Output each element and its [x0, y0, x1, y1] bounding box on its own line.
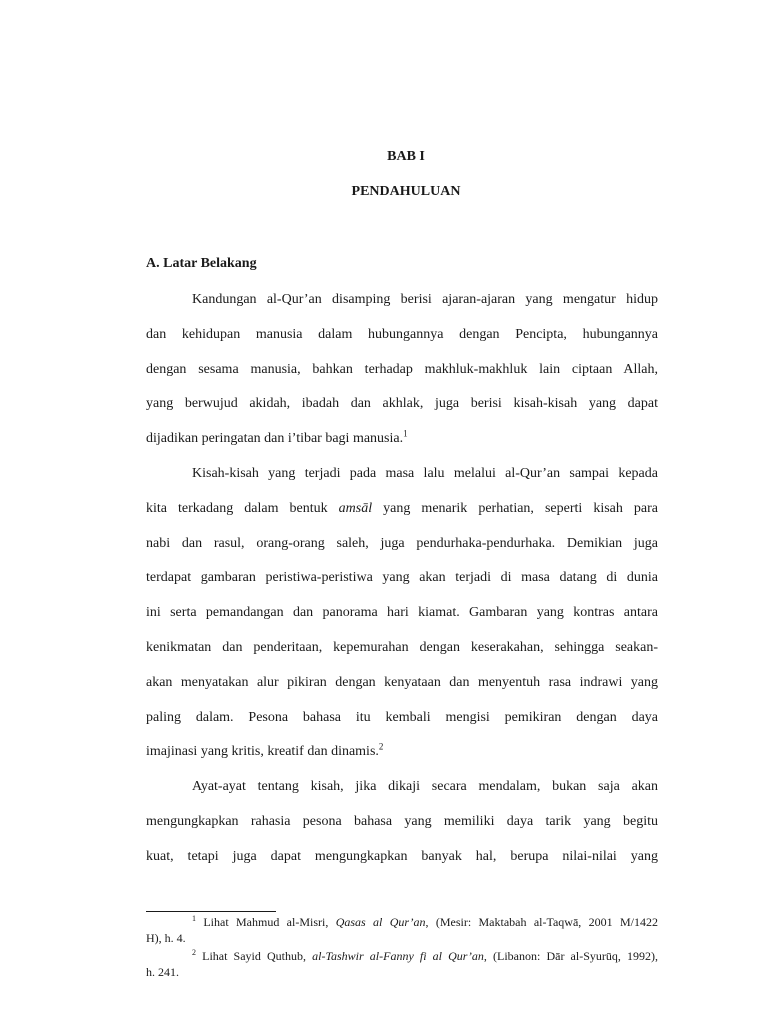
- footnote-2: [146, 948, 658, 980]
- footnote-ref-1[interactable]: 1: [403, 428, 408, 439]
- footnote-number: 2: [192, 948, 196, 957]
- paragraph-line: akan menyatakan alur pikiran dengan kenyataan dan menyentuh rasa indrawi yang: [146, 674, 658, 690]
- footnotes: [146, 914, 658, 982]
- paragraph-3: [146, 770, 658, 874]
- italic-term: amsāl: [338, 500, 373, 516]
- paragraph-line: dengan sesama manusia, bahkan terhadap makhluk-makhluk lain ciptaan Allah,: [146, 361, 658, 377]
- footnote-separator: [146, 911, 276, 912]
- section-heading: A. Latar Belakang: [146, 256, 257, 271]
- body-text: [146, 283, 658, 875]
- footnote-text: , (Libanon: Dār al-Syurūq, 1992),: [483, 949, 658, 963]
- footnote-text: , (Mesir: Maktabah al-Taqwā, 2001 M/1422: [425, 915, 658, 929]
- paragraph-line: Kandungan al-Qur’an disamping berisi ajaran-ajaran yang mengatur hidup: [192, 292, 658, 307]
- paragraph-line-text: yang menarik perhatian, seperti kisah para: [372, 500, 659, 516]
- footnote-number: 1: [192, 914, 196, 923]
- paragraph-2: [146, 457, 658, 770]
- paragraph-line: yang berwujud akidah, ibadah dan akhlak, juga berisi kisah-kisah yang dapat: [146, 396, 658, 412]
- paragraph-line: dan kehidupan manusia dalam hubungannya dengan Pencipta, hubungannya: [146, 326, 658, 342]
- paragraph-line: paling dalam. Pesona bahasa itu kembali mengisi pemikiran dengan daya: [146, 709, 658, 725]
- paragraph-line: [146, 422, 658, 457]
- paragraph-line: kenikmatan dan penderitaan, kepemurahan dengan keserakahan, sehingga seakan-: [146, 639, 658, 655]
- paragraph-line: ini serta pemandangan dan panorama hari kiamat. Gambaran yang kontras antara: [146, 605, 658, 621]
- footnote-1: [146, 914, 658, 946]
- footnote-text: Lihat Mahmud al-Misri,: [196, 915, 336, 929]
- paragraph-line: mengungkapkan rahasia pesona bahasa yang memiliki daya tarik yang begitu: [146, 813, 658, 829]
- paragraph-1: [146, 283, 658, 457]
- paragraph-line-text: dijadikan peringatan dan i’tibar bagi manusia.: [146, 431, 404, 447]
- footnote-text: Lihat Sayid Quthub,: [196, 949, 313, 963]
- paragraph-line-text: imajinasi yang kritis, kreatif dan dinamis.: [146, 744, 379, 760]
- footnote-line: [146, 948, 658, 964]
- paragraph-line: nabi dan rasul, orang-orang saleh, juga pendurhaka-pendurhaka. Demikian juga: [146, 535, 658, 551]
- footnote-ref-2[interactable]: 2: [378, 741, 384, 752]
- footnote-line: [146, 914, 658, 930]
- paragraph-line: Ayat-ayat tentang kisah, jika dikaji secara mendalam, bukan saja akan: [192, 779, 658, 795]
- paragraph-line: kuat, tetapi juga dapat mengungkapkan banyak hal, berupa nilai-nilai yang: [146, 848, 658, 864]
- paragraph-line: terdapat gambaran peristiwa-peristiwa yang akan terjadi di masa datang di dunia: [146, 570, 658, 586]
- paragraph-line: [146, 735, 658, 770]
- footnote-title: Qasas al Qur’an: [335, 915, 426, 929]
- chapter-title: PENDAHULUAN: [351, 184, 461, 199]
- chapter-number: BAB I: [387, 149, 425, 164]
- footnote-line: H), h. 4.: [146, 931, 186, 945]
- paragraph-line: Kisah-kisah yang terjadi pada masa lalu melalui al-Qur’an sampai kepada: [192, 465, 658, 481]
- footnote-line: h. 241.: [146, 965, 179, 979]
- paragraph-line: [146, 492, 658, 527]
- paragraph-line-text: kita terkadang dalam bentuk: [146, 500, 339, 516]
- footnote-title: al-Tashwir al-Fanny fi al Qur’an: [312, 949, 484, 963]
